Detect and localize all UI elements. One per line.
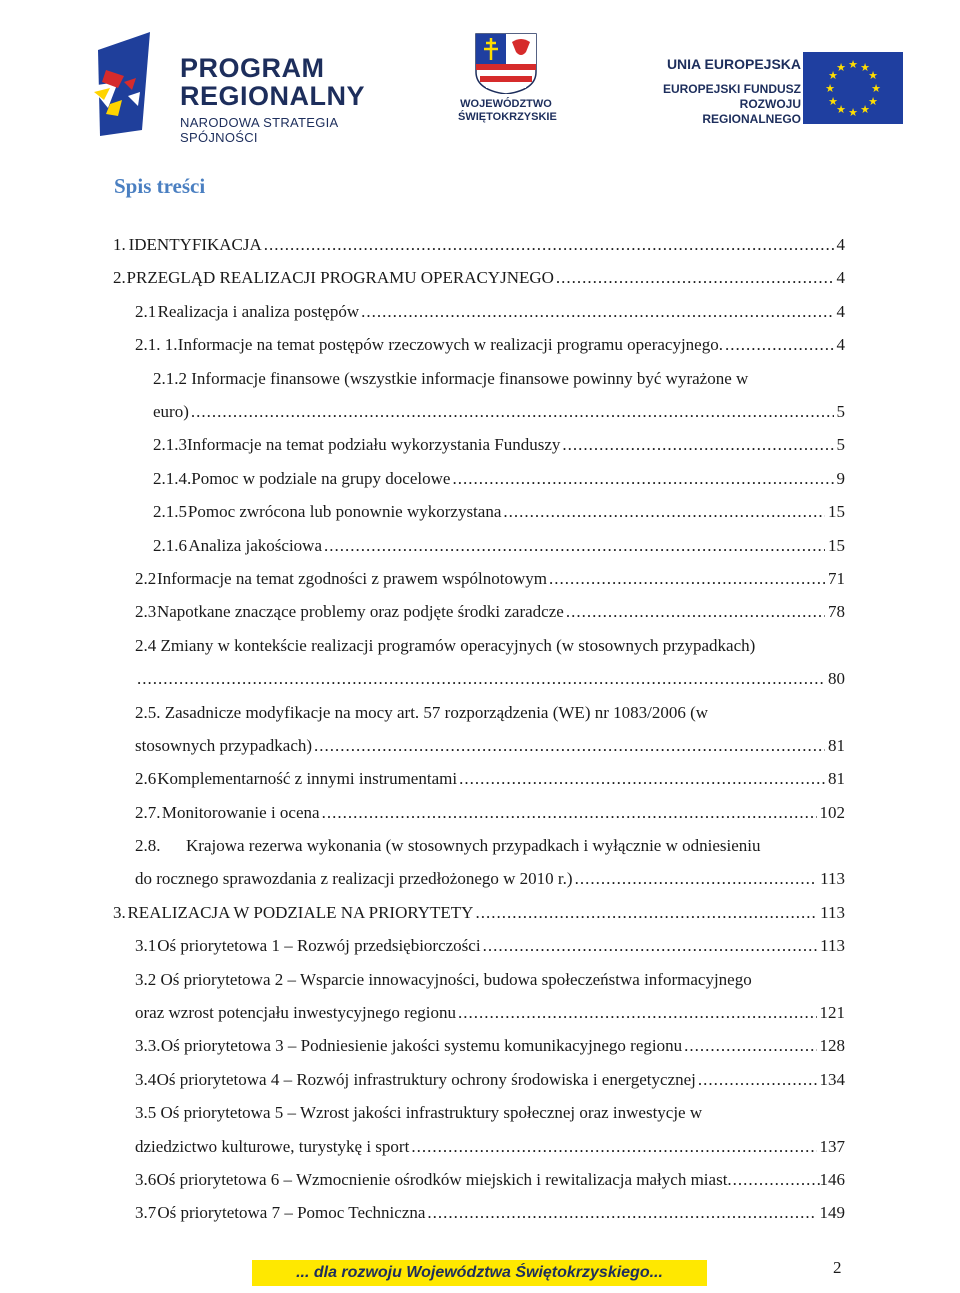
toc-entry-title-line1: Zasadnicze modyfikacje na mocy art. 57 rozporządzenia (WE) nr 1083/2006 (w [164, 702, 709, 722]
toc-entry-number: 2.8. [135, 836, 161, 856]
svg-text:★: ★ [860, 61, 870, 74]
toc-entry-page: 134 [819, 1069, 845, 1089]
toc-entry-title: Oś priorytetowa 7 – Pomoc Techniczna [157, 1203, 426, 1223]
toc-entry-title: Analiza jakościowa [188, 535, 322, 555]
toc-entry[interactable] [0, 496, 960, 529]
svg-text:★: ★ [848, 106, 858, 119]
toc-entry-page: 71 [828, 568, 845, 588]
svg-text:★: ★ [871, 82, 881, 95]
toc-entry[interactable] [0, 930, 960, 963]
toc-entry-number: 3.6 [135, 1170, 157, 1190]
toc-entry-page: 128 [819, 1036, 845, 1056]
program-logo-line3: NARODOWA STRATEGIA SPÓJNOŚCI [180, 115, 338, 145]
svg-text:★: ★ [868, 95, 878, 108]
toc-entry-title: Informacje na temat zgodności z prawem wspólnotowym [157, 568, 547, 588]
toc-entry-number: 3. [113, 902, 126, 922]
toc-entry-page: 5 [836, 435, 845, 455]
toc-entry-page: 80 [828, 669, 845, 689]
toc-entry-number: 3.7 [135, 1203, 157, 1223]
table-of-contents [0, 229, 960, 1231]
toc-entry-number: 2.1.5 [153, 502, 187, 522]
toc-entry-number: 3.4 [135, 1069, 157, 1089]
wojewodztwo-line2: ŚWIĘTOKRZYSKIE [458, 111, 557, 123]
svg-text:★: ★ [868, 69, 878, 82]
toc-entry[interactable] [0, 1064, 960, 1097]
toc-entry-page: 149 [819, 1203, 845, 1223]
toc-entry-page: 81 [828, 735, 845, 755]
toc-entry-title: Realizacja i analiza postępów [157, 301, 360, 321]
toc-entry-title-line1: Zmiany w kontekście realizacji programów operacyjnych (w stosownych przypadkach) [160, 635, 756, 655]
svg-text:★: ★ [825, 82, 835, 95]
toc-entry-number: 1. [113, 235, 126, 254]
toc-entry-number: 2.4 [135, 635, 157, 655]
toc-entry-title: Oś priorytetowa 1 – Rozwój przedsiębiorczości [157, 936, 481, 956]
toc-entry-page: 4 [836, 268, 845, 288]
toc-entry-title: Pomoc zwrócona lub ponownie wykorzystana [187, 502, 502, 522]
toc-entry-number: 2.6 [135, 769, 157, 789]
toc-entry-number: 2.1.3 [153, 435, 187, 455]
toc-entry-page: 113 [820, 936, 845, 956]
toc-entry[interactable] [0, 697, 960, 764]
toc-entry-title: Informacje na temat postępów rzeczowych w realizacji programu operacyjnego. [177, 335, 723, 355]
toc-entry-page: 78 [828, 602, 845, 622]
wojewodztwo-logo [458, 32, 557, 132]
toc-entry-title-line1: Oś priorytetowa 2 – Wsparcie innowacyjności, budowa społeczeństwa informacyjnego [160, 969, 752, 989]
toc-entry-number: 3.2 [135, 969, 157, 989]
wojewodztwo-line1: WOJEWÓDZTWO [460, 98, 552, 110]
toc-entry-page: 113 [820, 869, 845, 889]
svg-text:★: ★ [828, 69, 838, 82]
toc-entry[interactable] [0, 897, 960, 930]
toc-entry-title: Oś priorytetowa 3 – Podniesienie jakości systemu komunikacyjnego regionu [160, 1036, 683, 1056]
toc-entry[interactable] [0, 363, 960, 430]
toc-entry-number: 2.1.6 [153, 535, 187, 555]
footer-slogan-bar [252, 1260, 707, 1286]
toc-entry[interactable] [0, 463, 960, 496]
program-logo-line2: REGIONALNY [180, 81, 366, 111]
toc-entry-title-line2: do rocznego sprawozdania z realizacji przedłożonego w 2010 r.) [135, 869, 573, 889]
toc-entry-number: 2.1.2 [153, 368, 187, 388]
toc-entry-page: 4 [836, 235, 845, 254]
toc-entry-title: Monitorowanie i ocena [161, 802, 320, 822]
ue-line3: ROZWOJU REGIONALNEGO [702, 97, 801, 126]
toc-entry-page: 137 [819, 1136, 845, 1156]
toc-entry-title: Informacje na temat podziału wykorzystania Funduszy [187, 435, 561, 455]
toc-entry[interactable] [0, 530, 960, 563]
toc-entry-page: 81 [828, 769, 845, 789]
toc-entry[interactable] [0, 797, 960, 830]
toc-entry-title: Komplementarność z innymi instrumentami [157, 769, 458, 789]
toc-entry[interactable] [0, 630, 960, 697]
toc-entry-number: 2.3 [135, 602, 157, 622]
program-logo-line1: PROGRAM [180, 53, 325, 83]
toc-entry-title: Oś priorytetowa 4 – Rozwój infrastruktury ochrony środowiska i energetycznej [156, 1069, 696, 1089]
toc-entry[interactable] [0, 1164, 960, 1197]
toc-entry-title-line2: stosownych przypadkach) [135, 735, 313, 755]
toc-entry-number: 3.3. [135, 1036, 161, 1056]
toc-entry[interactable] [0, 964, 960, 1031]
toc-entry[interactable] [0, 763, 960, 796]
toc-entry-number: 3.1 [135, 936, 157, 956]
toc-entry-page: 15 [828, 535, 845, 555]
toc-entry-title-line1: Oś priorytetowa 5 – Wzrost jakości infrastruktury społecznej oraz inwestycje w [160, 1103, 703, 1123]
toc-entry[interactable] [0, 830, 960, 897]
toc-entry-title: IDENTYFIKACJA [128, 235, 262, 254]
page-header [0, 0, 960, 150]
toc-entry-number: 3.5 [135, 1103, 157, 1123]
toc-entry-page: 102 [819, 802, 845, 822]
toc-entry-page: 4 [836, 335, 845, 355]
toc-entry-page: 121 [819, 1003, 845, 1023]
toc-entry[interactable] [0, 229, 960, 262]
toc-entry-page: 146 [819, 1170, 845, 1190]
toc-entry-title-line1: Informacje finansowe (wszystkie informacje finansowe powinny być wyrażone w [191, 368, 749, 388]
toc-entry-number: 2. [113, 268, 126, 288]
toc-entry-title: Napotkane znaczące problemy oraz podjęte środki zaradcze [156, 602, 564, 622]
toc-entry-number: 2.1. 1. [135, 335, 178, 355]
toc-entry[interactable] [0, 262, 960, 295]
coat-of-arms-icon [458, 32, 554, 94]
svg-text:★: ★ [848, 58, 858, 71]
toc-entry-title: PRZEGLĄD REALIZACJI PROGRAMU OPERACYJNEGO [126, 268, 554, 288]
toc-entry-number: 2.1 [135, 301, 157, 321]
toc-entry-page: 4 [836, 301, 845, 321]
svg-text:★: ★ [836, 61, 846, 74]
toc-entry-title-line2: oraz wzrost potencjału inwestycyjnego regionu [135, 1003, 457, 1023]
toc-entry-page: 5 [836, 401, 845, 421]
page-footer [0, 1255, 960, 1293]
toc-entry-page: 9 [836, 468, 845, 488]
svg-text:★: ★ [828, 95, 838, 108]
toc-entry-page: 113 [820, 902, 845, 922]
toc-entry-title-line2: euro) [153, 401, 189, 421]
toc-entry-title: REALIZACJA W PODZIALE NA PRIORYTETY [127, 902, 474, 922]
toc-entry-number: 2.5. [135, 702, 161, 722]
page-number: 2 [833, 1258, 842, 1277]
toc-entry-title-line1: Krajowa rezerwa wykonania (w stosownych przypadkach i wyłącznie w odniesieniu [186, 836, 761, 856]
toc-entry-title-line2: dziedzictwo kulturowe, turystykę i sport [135, 1136, 410, 1156]
ue-line2: EUROPEJSKI FUNDUSZ [662, 82, 801, 96]
toc-entry-title: Pomoc w podziale na grupy docelowe [191, 468, 451, 488]
svg-text:★: ★ [836, 103, 846, 116]
program-regionalny-logo [88, 30, 418, 145]
unia-europejska-logo [628, 52, 903, 128]
toc-entry[interactable] [0, 329, 960, 362]
toc-entry[interactable] [0, 1097, 960, 1164]
toc-entry[interactable] [0, 1197, 960, 1230]
toc-title: Spis treści [114, 174, 206, 198]
program-regionalny-emblem-icon [88, 30, 180, 138]
toc-entry[interactable] [0, 429, 960, 462]
toc-entry[interactable] [0, 1030, 960, 1063]
toc-entry-number: 2.2 [135, 568, 157, 588]
toc-entry-number: 2.7. [135, 802, 161, 822]
toc-entry-page: 15 [828, 502, 845, 522]
eu-flag-icon [803, 52, 903, 124]
toc-entry[interactable] [0, 296, 960, 329]
toc-entry[interactable] [0, 596, 960, 629]
toc-entry[interactable] [0, 563, 960, 596]
footer-slogan: ... dla rozwoju Województwa Świętokrzyskiego... [296, 1264, 663, 1281]
toc-entry-title: Oś priorytetowa 6 – Wzmocnienie ośrodków miejskich i rewitalizacja małych miast [156, 1170, 728, 1190]
toc-entry-number: 2.1.4. [153, 468, 192, 488]
ue-line1: UNIA EUROPEJSKA [666, 56, 801, 72]
svg-text:★: ★ [860, 103, 870, 116]
